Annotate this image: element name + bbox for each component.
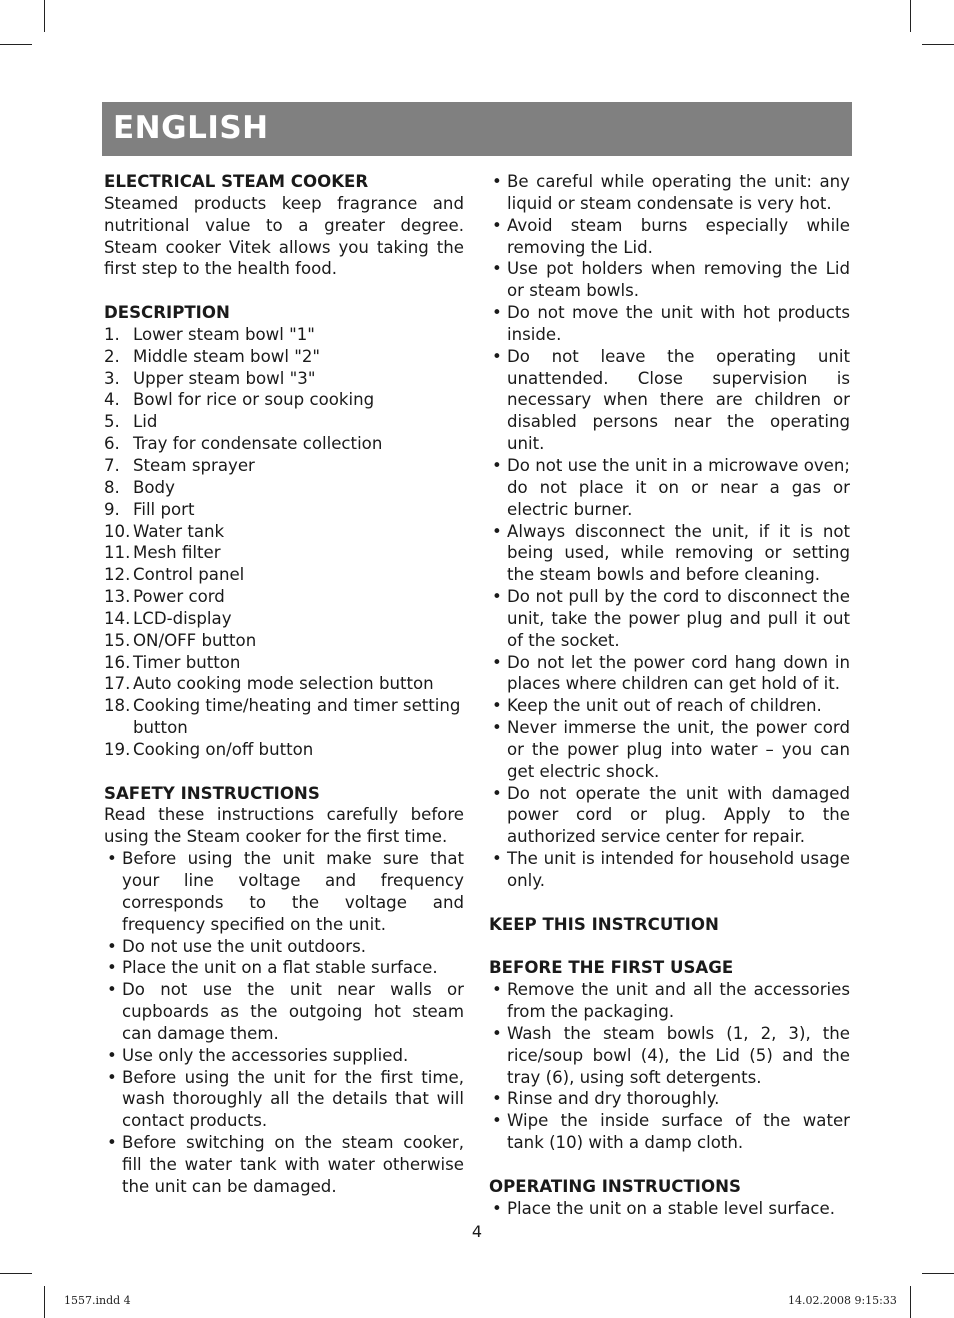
bullet-item: [489, 258, 850, 302]
item-text: Power cord: [133, 587, 225, 607]
bullet-text: Do not let the power cord hang down in places where children can get hold of it.: [507, 652, 850, 694]
bullet-icon: •: [492, 652, 502, 672]
bullet-icon: •: [492, 259, 502, 279]
bullet-item: [489, 695, 850, 717]
safety-list-continued: [489, 171, 850, 892]
item-number: 11.: [104, 543, 131, 563]
safety-intro: Read these instructions carefully before using the Steam cooker for the first time.: [104, 805, 464, 847]
bullet-item: [489, 652, 850, 696]
bullet-item: [489, 346, 850, 455]
slug-file: 1557.indd 4: [64, 1294, 131, 1307]
item-text: Fill port: [133, 499, 195, 519]
description-item: [104, 455, 464, 477]
bullet-item: [489, 586, 850, 652]
bullet-text: Before switching on the steam cooker, fill the water tank with water otherwise the unit can be damaged.: [122, 1133, 464, 1196]
bullet-text: Do not leave the operating unit unattended. Close supervision is necessary when there are children or disabled persons near the operating unit.: [507, 346, 850, 454]
bullet-item: [489, 848, 850, 892]
bullet-item: [104, 848, 464, 935]
bullet-icon: •: [107, 1045, 117, 1065]
bullet-text: Do not use the unit near walls or cupboards as the outgoing hot steam can damage them.: [122, 980, 464, 1043]
bullet-text: Place the unit on a flat stable surface.: [122, 958, 438, 978]
crop-mark: [922, 44, 954, 45]
bullet-text: Wipe the inside surface of the water tank (10) with a damp cloth.: [507, 1111, 850, 1153]
bullet-icon: •: [492, 1023, 502, 1043]
item-number: 3.: [104, 368, 120, 388]
description-item: [104, 564, 464, 586]
slug-date: 14.02.2008 9:15:33: [788, 1294, 897, 1307]
description-item: [104, 695, 464, 739]
description-item: [104, 652, 464, 674]
bullet-icon: •: [107, 958, 117, 978]
bullet-item: [104, 957, 464, 979]
description-list: [104, 324, 464, 761]
description-item: [104, 586, 464, 608]
bullet-icon: •: [492, 1198, 502, 1218]
intro-heading: ELECTRICAL STEAM COOKER: [104, 172, 369, 191]
item-number: 19.: [104, 739, 131, 759]
bullet-icon: •: [492, 172, 502, 191]
bullet-item: [489, 215, 850, 259]
bullet-item: [489, 455, 850, 521]
bullet-icon: •: [492, 849, 502, 869]
crop-mark: [44, 1286, 45, 1318]
description-item: [104, 521, 464, 543]
bullet-text: Never immerse the unit, the power cord or the power plug into water – you can get electric shock.: [507, 718, 850, 781]
item-text: Bowl for rice or soup cooking: [133, 390, 375, 410]
crop-mark: [910, 0, 911, 32]
first-usage-heading: BEFORE THE FIRST USAGE: [489, 958, 734, 978]
description-item: [104, 630, 464, 652]
item-text: Auto cooking mode selection button: [133, 674, 434, 694]
language-header: [102, 102, 852, 156]
bullet-text: Do not move the unit with hot products inside.: [507, 303, 850, 344]
crop-mark: [0, 1273, 32, 1274]
description-item: [104, 368, 464, 390]
crop-mark: [922, 1273, 954, 1274]
description-item: [104, 499, 464, 521]
bullet-icon: •: [107, 849, 117, 869]
description-item: [104, 477, 464, 499]
page-title: ENGLISH: [113, 110, 269, 146]
bullet-icon: •: [492, 346, 502, 366]
crop-mark: [44, 0, 45, 32]
bullet-icon: •: [492, 303, 502, 323]
bullet-icon: •: [492, 215, 502, 235]
bullet-text: Before using the unit make sure that your line voltage and frequency corresponds to the voltage and frequency specified on the unit.: [122, 849, 464, 934]
item-text: Lower steam bowl "1": [133, 324, 315, 344]
bullet-text: Avoid steam burns especially while removing the Lid.: [507, 215, 850, 257]
crop-mark: [0, 44, 32, 45]
item-text: Steam sprayer: [133, 455, 255, 475]
right-column: [489, 171, 850, 1220]
bullet-text: Place the unit on a stable level surface.: [507, 1198, 835, 1218]
item-number: 7.: [104, 455, 120, 475]
item-text: ON/OFF button: [133, 630, 257, 650]
bullet-item: [104, 1045, 464, 1067]
safety-heading: SAFETY INSTRUCTIONS: [104, 783, 320, 803]
bullet-item: [489, 783, 850, 849]
bullet-icon: •: [492, 521, 502, 541]
bullet-text: Do not use the unit outdoors.: [122, 936, 366, 956]
bullet-text: Before using the unit for the first time, wash thoroughly all the details that will contact products.: [122, 1067, 464, 1131]
bullet-text: Use pot holders when removing the Lid or steam bowls.: [507, 259, 850, 301]
item-number: 4.: [104, 390, 120, 410]
bullet-item: [489, 717, 850, 783]
bullet-icon: •: [492, 696, 502, 716]
bullet-text: Keep the unit out of reach of children.: [507, 696, 822, 716]
item-number: 14.: [104, 608, 131, 628]
left-column: [104, 171, 464, 1198]
crop-mark: [910, 1286, 911, 1318]
item-number: 10.: [104, 521, 131, 541]
description-item: [104, 389, 464, 411]
bullet-text: Always disconnect the unit, if it is not being used, while removing or setting the steam bowls and before cleaning.: [507, 521, 850, 585]
bullet-text: Do not operate the unit with damaged power cord or plug. Apply to the authorized service center for repair.: [507, 783, 850, 847]
item-text: LCD-display: [133, 608, 232, 628]
operating-heading: OPERATING INSTRUCTIONS: [489, 1176, 741, 1196]
description-item: [104, 608, 464, 630]
item-number: 15.: [104, 630, 131, 650]
bullet-item: [489, 1110, 850, 1154]
bullet-icon: •: [107, 1133, 117, 1153]
bullet-item: [489, 1023, 850, 1089]
description-item: [104, 739, 464, 761]
item-text: Control panel: [133, 565, 245, 585]
item-text: Middle steam bowl "2": [133, 346, 321, 366]
item-number: 8.: [104, 477, 120, 497]
bullet-item: [104, 936, 464, 958]
bullet-icon: •: [492, 1089, 502, 1109]
item-number: 6.: [104, 434, 120, 454]
bullet-item: [104, 979, 464, 1045]
intro-text: Steamed products keep fragrance and nutritional value to a greater degree. Steam cooker Vitek allows you taking the first step to the health food.: [104, 193, 464, 279]
item-number: 12.: [104, 565, 131, 585]
bullet-icon: •: [107, 980, 117, 1000]
bullet-item: [489, 302, 850, 346]
bullet-text: The unit is intended for household usage only.: [507, 849, 850, 890]
bullet-text: Wash the steam bowls (1, 2, 3), the rice/soup bowl (4), the Lid (5) and the tray (6), using soft detergents.: [507, 1023, 850, 1087]
item-number: 1.: [104, 324, 120, 344]
description-item: [104, 673, 464, 695]
item-text: Mesh filter: [133, 543, 221, 563]
item-number: 18.: [104, 696, 131, 716]
bullet-icon: •: [107, 936, 117, 956]
description-item: [104, 324, 464, 346]
description-item: [104, 411, 464, 433]
bullet-item: [104, 1132, 464, 1198]
safety-list: [104, 848, 464, 1198]
description-heading: DESCRIPTION: [104, 303, 230, 323]
description-item: [104, 542, 464, 564]
item-number: 5.: [104, 412, 120, 432]
keep-instruction-heading: KEEP THIS INSTRCUTION: [489, 914, 719, 934]
item-number: 13.: [104, 587, 131, 607]
bullet-icon: •: [492, 455, 502, 475]
bullet-text: Use only the accessories supplied.: [122, 1045, 409, 1065]
bullet-icon: •: [492, 783, 502, 803]
item-number: 17.: [104, 674, 131, 694]
bullet-text: Remove the unit and all the accessories from the packaging.: [507, 980, 850, 1022]
bullet-icon: •: [492, 718, 502, 738]
description-item: [104, 346, 464, 368]
page-number: 4: [471, 1222, 483, 1241]
item-number: 9.: [104, 499, 120, 519]
bullet-item: [489, 979, 850, 1023]
bullet-item: [489, 171, 850, 215]
bullet-text: Do not use the unit in a microwave oven; do not place it on or near a gas or electric burner.: [507, 455, 850, 519]
bullet-icon: •: [107, 1067, 117, 1087]
item-text: Cooking on/off button: [133, 739, 314, 759]
bullet-item: [489, 1088, 850, 1110]
item-text: Timer button: [133, 652, 241, 672]
bullet-text: Do not pull by the cord to disconnect the unit, take the power plug and pull it out of the socket.: [507, 587, 850, 650]
item-number: 2.: [104, 346, 120, 366]
bullet-item: [489, 1198, 850, 1220]
item-text: Lid: [133, 412, 158, 432]
bullet-icon: •: [492, 980, 502, 1000]
operating-list: [489, 1198, 850, 1220]
item-text: Water tank: [133, 521, 225, 541]
bullet-icon: •: [492, 587, 502, 607]
bullet-icon: •: [492, 1111, 502, 1131]
description-item: [104, 433, 464, 455]
item-text: Upper steam bowl "3": [133, 368, 316, 388]
bullet-item: [104, 1067, 464, 1133]
first-usage-list: [489, 979, 850, 1154]
bullet-text: Rinse and dry thoroughly.: [507, 1089, 720, 1109]
item-text: Cooking time/heating and timer setting button: [133, 696, 461, 738]
item-text: Tray for condensate collection: [133, 434, 383, 454]
bullet-item: [489, 521, 850, 587]
bullet-text: Be careful while operating the unit: any liquid or steam condensate is very hot.: [507, 172, 850, 213]
item-text: Body: [133, 477, 175, 497]
item-number: 16.: [104, 652, 131, 672]
